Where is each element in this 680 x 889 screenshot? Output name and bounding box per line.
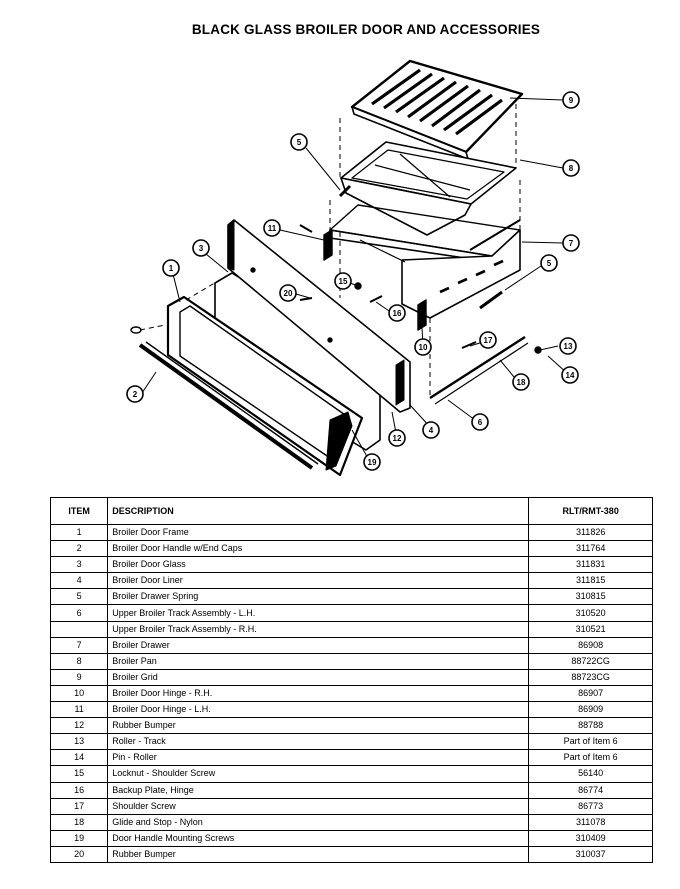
part-number: 86908 bbox=[529, 637, 653, 653]
item-number: 20 bbox=[51, 846, 108, 862]
callout-5-right bbox=[541, 255, 557, 271]
svg-text:1: 1 bbox=[168, 264, 174, 273]
part-description: Broiler Pan bbox=[108, 653, 529, 669]
callout-11 bbox=[264, 220, 280, 236]
part-number: 86773 bbox=[529, 798, 653, 814]
table-row bbox=[51, 653, 653, 669]
part-number: 310815 bbox=[529, 589, 653, 605]
part-number: 310409 bbox=[529, 830, 653, 846]
table-row bbox=[51, 685, 653, 701]
item-number: 14 bbox=[51, 750, 108, 766]
callout-19 bbox=[364, 454, 380, 470]
part-description: Pin - Roller bbox=[108, 750, 529, 766]
svg-text:5: 5 bbox=[546, 259, 552, 268]
part-number: Part of Item 6 bbox=[529, 750, 653, 766]
part-description: Broiler Drawer Spring bbox=[108, 589, 529, 605]
header-item: ITEM bbox=[51, 498, 108, 525]
part-number: 311831 bbox=[529, 557, 653, 573]
header-part-number: RLT/RMT-380 bbox=[529, 498, 653, 525]
part-number: 86909 bbox=[529, 702, 653, 718]
part-number: 88788 bbox=[529, 718, 653, 734]
table-row bbox=[51, 589, 653, 605]
table-row bbox=[51, 846, 653, 862]
callout-9 bbox=[563, 92, 579, 108]
svg-text:12: 12 bbox=[392, 434, 402, 443]
item-number: 19 bbox=[51, 830, 108, 846]
table-row bbox=[51, 798, 653, 814]
part-description: Broiler Door Frame bbox=[108, 525, 529, 541]
broiler-pan-part bbox=[341, 142, 516, 235]
svg-text:6: 6 bbox=[477, 418, 483, 427]
part-number: 310037 bbox=[529, 846, 653, 862]
callout-2 bbox=[127, 386, 143, 402]
part-description: Upper Broiler Track Assembly - L.H. bbox=[108, 605, 529, 621]
part-description: Door Handle Mounting Screws bbox=[108, 830, 529, 846]
svg-text:13: 13 bbox=[563, 342, 573, 351]
callout-8 bbox=[563, 160, 579, 176]
part-description: Backup Plate, Hinge bbox=[108, 782, 529, 798]
part-description: Broiler Door Liner bbox=[108, 573, 529, 589]
svg-text:2: 2 bbox=[132, 390, 138, 399]
item-number: 11 bbox=[51, 702, 108, 718]
part-description: Roller - Track bbox=[108, 734, 529, 750]
part-description: Broiler Door Handle w/End Caps bbox=[108, 541, 529, 557]
callout-12 bbox=[389, 430, 405, 446]
part-number: 86907 bbox=[529, 685, 653, 701]
part-description: Broiler Door Glass bbox=[108, 557, 529, 573]
part-number: 310521 bbox=[529, 621, 653, 637]
table-row bbox=[51, 766, 653, 782]
table-row bbox=[51, 557, 653, 573]
item-number: 4 bbox=[51, 573, 108, 589]
part-number: 88723CG bbox=[529, 669, 653, 685]
callout-15 bbox=[335, 273, 351, 289]
part-number: 311826 bbox=[529, 525, 653, 541]
table-row bbox=[51, 718, 653, 734]
header-description: DESCRIPTION bbox=[108, 498, 529, 525]
svg-text:5: 5 bbox=[296, 138, 302, 147]
part-description: Broiler Door Hinge - R.H. bbox=[108, 685, 529, 701]
item-number: 13 bbox=[51, 734, 108, 750]
svg-text:9: 9 bbox=[568, 96, 574, 105]
table-row bbox=[51, 734, 653, 750]
part-number: 86774 bbox=[529, 782, 653, 798]
callout-6 bbox=[472, 414, 488, 430]
table-header-row bbox=[51, 498, 653, 525]
callout-20 bbox=[280, 285, 296, 301]
svg-text:16: 16 bbox=[392, 309, 402, 318]
svg-text:7: 7 bbox=[568, 239, 574, 248]
item-number: 2 bbox=[51, 541, 108, 557]
item-number: 6 bbox=[51, 605, 108, 621]
table-row bbox=[51, 605, 653, 621]
parts-table bbox=[50, 497, 653, 863]
item-number: 15 bbox=[51, 766, 108, 782]
callout-3 bbox=[193, 240, 209, 256]
svg-text:18: 18 bbox=[516, 378, 526, 387]
part-description: Glide and Stop - Nylon bbox=[108, 814, 529, 830]
svg-text:17: 17 bbox=[483, 336, 493, 345]
svg-text:10: 10 bbox=[418, 343, 428, 352]
item-number: 12 bbox=[51, 718, 108, 734]
svg-text:20: 20 bbox=[283, 289, 293, 298]
part-description: Upper Broiler Track Assembly - R.H. bbox=[108, 621, 529, 637]
page-title: BLACK GLASS BROILER DOOR AND ACCESSORIES bbox=[191, 22, 541, 37]
svg-text:19: 19 bbox=[367, 458, 377, 467]
callout-1 bbox=[163, 260, 179, 276]
table-body bbox=[51, 525, 653, 863]
callout-17 bbox=[480, 332, 496, 348]
part-description: Rubber Bumper bbox=[108, 846, 529, 862]
broiler-grid-part bbox=[352, 61, 522, 159]
item-number: 8 bbox=[51, 653, 108, 669]
item-number: 5 bbox=[51, 589, 108, 605]
part-description: Broiler Grid bbox=[108, 669, 529, 685]
svg-text:8: 8 bbox=[568, 164, 574, 173]
item-number: 10 bbox=[51, 685, 108, 701]
item-number: 3 bbox=[51, 557, 108, 573]
part-number: Part of Item 6 bbox=[529, 734, 653, 750]
part-description: Rubber Bumper bbox=[108, 718, 529, 734]
table-row bbox=[51, 750, 653, 766]
table-row bbox=[51, 573, 653, 589]
table-row bbox=[51, 830, 653, 846]
part-number: 311078 bbox=[529, 814, 653, 830]
item-number: 16 bbox=[51, 782, 108, 798]
part-description: Broiler Drawer bbox=[108, 637, 529, 653]
item-number: 9 bbox=[51, 669, 108, 685]
item-number: 1 bbox=[51, 525, 108, 541]
callout-7 bbox=[563, 235, 579, 251]
svg-text:15: 15 bbox=[338, 277, 348, 286]
part-description: Shoulder Screw bbox=[108, 798, 529, 814]
part-description: Locknut - Shoulder Screw bbox=[108, 766, 529, 782]
table-row bbox=[51, 525, 653, 541]
part-number: 88722CG bbox=[529, 653, 653, 669]
table-row bbox=[51, 814, 653, 830]
callout-18 bbox=[513, 374, 529, 390]
table-row bbox=[51, 541, 653, 557]
item-number: 18 bbox=[51, 814, 108, 830]
callout-5-top bbox=[291, 134, 307, 150]
part-number: 56140 bbox=[529, 766, 653, 782]
callout-13 bbox=[560, 338, 576, 354]
item-number bbox=[51, 621, 108, 637]
callout-16 bbox=[389, 305, 405, 321]
svg-text:11: 11 bbox=[267, 224, 277, 233]
table-row bbox=[51, 702, 653, 718]
table-row bbox=[51, 637, 653, 653]
item-number: 17 bbox=[51, 798, 108, 814]
table-row bbox=[51, 669, 653, 685]
item-number: 7 bbox=[51, 637, 108, 653]
table-row bbox=[51, 621, 653, 637]
callout-4 bbox=[423, 422, 439, 438]
svg-text:14: 14 bbox=[565, 371, 575, 380]
svg-text:4: 4 bbox=[428, 426, 434, 435]
svg-text:3: 3 bbox=[198, 244, 204, 253]
callout-10 bbox=[415, 339, 431, 355]
part-number: 310520 bbox=[529, 605, 653, 621]
part-number: 311764 bbox=[529, 541, 653, 557]
callout-14 bbox=[562, 367, 578, 383]
part-number: 311815 bbox=[529, 573, 653, 589]
part-description: Broiler Door Hinge - L.H. bbox=[108, 702, 529, 718]
exploded-parts-diagram bbox=[0, 40, 680, 490]
table-row bbox=[51, 782, 653, 798]
